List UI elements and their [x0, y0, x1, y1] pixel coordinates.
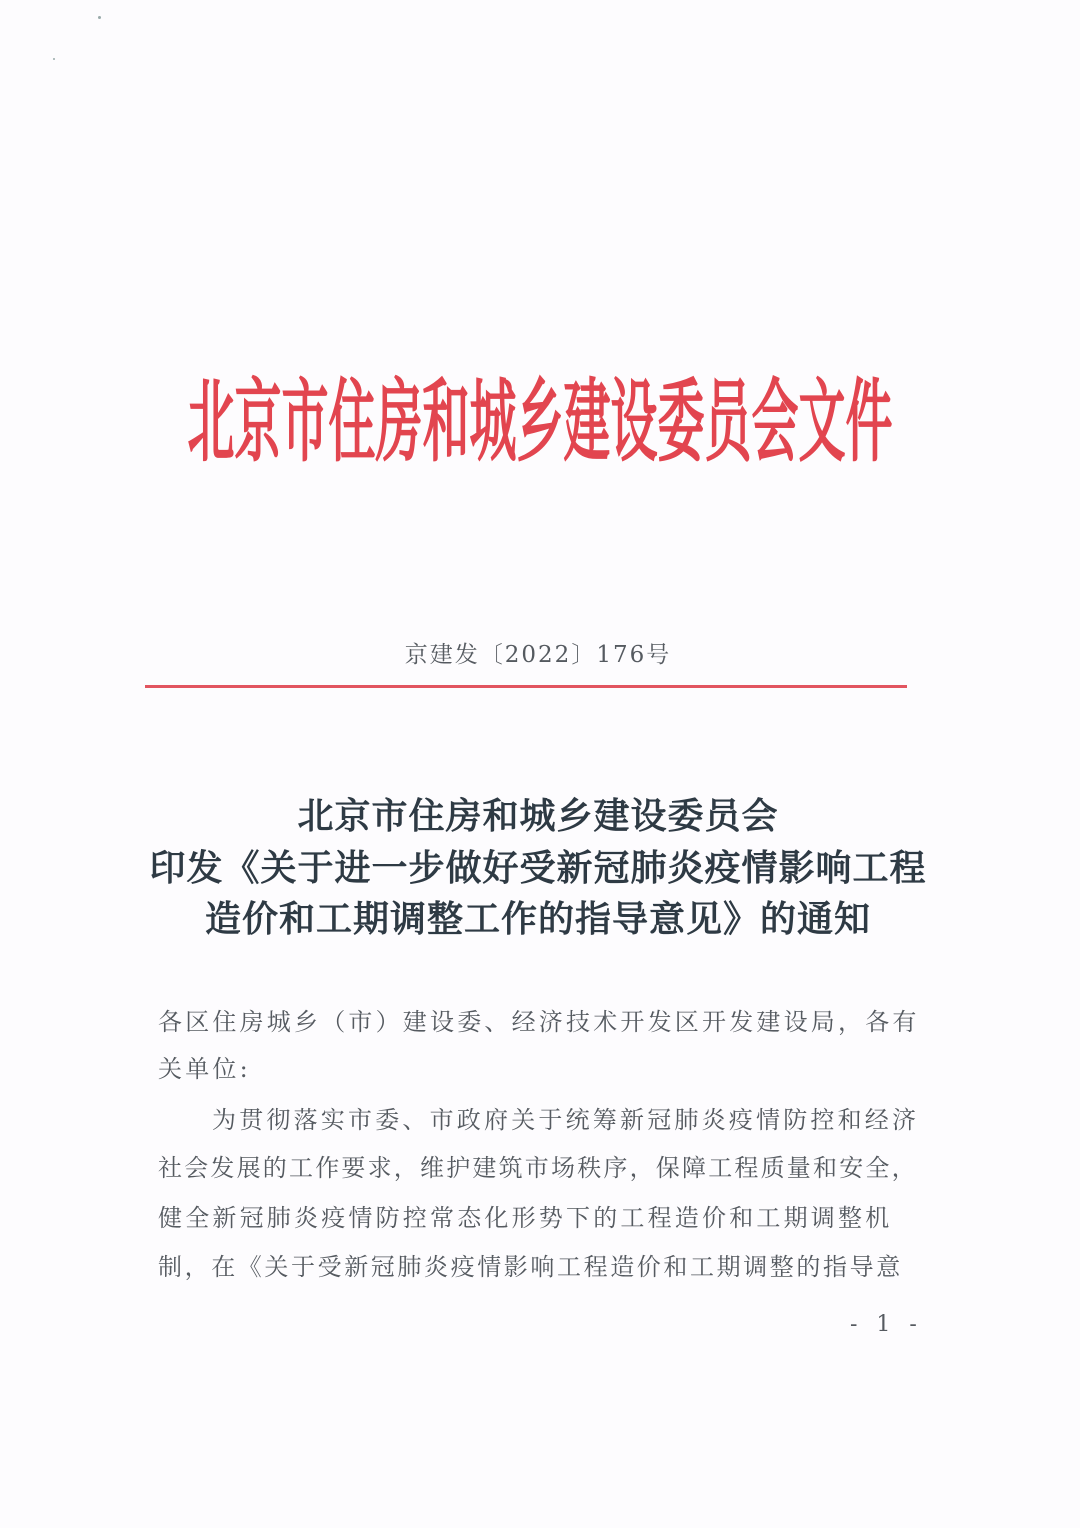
- document-title-line-1: 北京市住房和城乡建设委员会: [297, 795, 779, 837]
- body-line: 关单位:: [158, 1055, 251, 1083]
- body-line: 各区住房城乡（市）建设委、经济技术开发区开发建设局，各有: [158, 1008, 920, 1036]
- issuer-header-text: 北京市住房和城乡建设委员会文件: [187, 368, 893, 475]
- page-number: - 1 -: [850, 1312, 923, 1337]
- body-line: 社会发展的工作要求，维护建筑市场秩序，保障工程质量和安全，: [158, 1154, 918, 1182]
- red-divider-line: [145, 685, 907, 688]
- body-line: 健全新冠肺炎疫情防控常态化形势下的工程造价和工期调整机: [158, 1204, 893, 1232]
- body-line: 制，在《关于受新冠肺炎疫情影响工程造价和工期调整的指导意: [158, 1253, 903, 1281]
- scan-speck: [53, 58, 55, 60]
- issuer-header: [0, 350, 1080, 475]
- document-number: 京建发〔2022〕176号: [404, 642, 672, 668]
- document-title-line-2: 印发《关于进一步做好受新冠肺炎疫情影响工程: [149, 847, 927, 889]
- scan-speck: [98, 16, 101, 19]
- body-paragraph-start: 为贯彻落实市委、市政府关于统筹新冠肺炎疫情防控和经济: [212, 1106, 920, 1134]
- document-title-line-3: 造价和工期调整工作的指导意见》的通知: [204, 898, 871, 940]
